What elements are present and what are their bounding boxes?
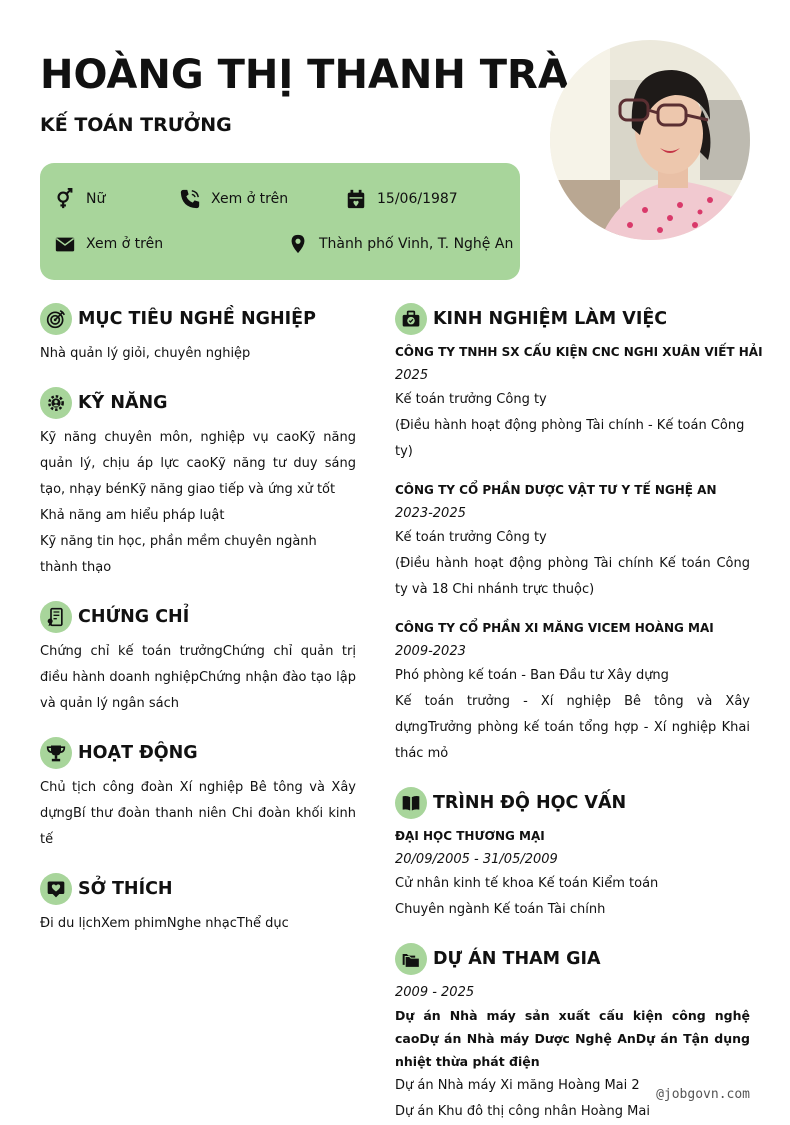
trophy-icon [40,737,72,769]
contact-panel [40,163,520,280]
contact-email [54,233,163,255]
job-line: Kế toán trưởng - Xí nghiệp Bê tông và Xây dựngTrưởng phòng kế toán tổng hợp - Xí nghiệp Khai thác mỏ [395,694,750,761]
birthday-value: 15/06/1987 [377,191,458,207]
skill-item: Kỹ năng chuyên môn, nghiệp vụ caoKỹ năng quản lý, chịu áp lực caoKỹ năng tư duy sáng tạo, nhạy bénKỹ năng giao tiếp và ứng xử tốt [40,430,356,497]
education-title: TRÌNH ĐỘ HỌC VẤN [433,793,627,813]
job-company: CÔNG TY CỔ PHẦN DƯỢC VẬT TƯ Y TẾ NGHỆ AN [395,483,717,497]
job-line: (Điều hành hoạt động phòng Tài chính - Kế toán Công ty) [395,418,745,459]
job-entry [395,617,750,767]
hobbies-title: SỞ THÍCH [78,879,173,899]
email-icon [54,233,76,255]
skills-section [40,387,356,581]
job-company: CÔNG TY TNHH SX CẤU KIỆN CNC NGHI XUÂN VIẾT HẢI [395,345,763,359]
gender-icon [54,188,76,210]
location-pin-icon [287,233,309,255]
projects-headline: Dự án Nhà máy sản xuất cấu kiện công nghệ caoDự án Nhà máy Dược Nghệ AnDự án Tận dụng nhiệt thừa phát điện [395,1008,750,1069]
footer-brand: @jobgovn.com [656,1087,750,1102]
education-period: 20/09/2005 - 31/05/2009 [395,852,558,867]
certificate-icon [40,601,72,633]
skills-title: KỸ NĂNG [78,393,168,413]
job-period: 2025 [395,368,429,383]
heart-message-icon [40,873,72,905]
projects-title: DỰ ÁN THAM GIA [433,949,601,969]
job-entry [395,479,750,603]
skill-item: Kỹ năng tin học, phần mềm chuyên ngành thành thạo [40,534,317,575]
objective-section [40,303,356,367]
project-line: Dự án Khu đô thị công nhân Hoàng Mai [395,1104,650,1119]
job-title: KẾ TOÁN TRƯỞNG [40,114,232,136]
contact-phone [179,188,288,210]
phone-value: Xem ở trên [211,191,289,207]
education-line: Cử nhân kinh tế khoa Kế toán Kiểm toán [395,876,659,891]
skills-gear-icon [40,387,72,419]
hobbies-text: Đi du lịchXem phimNghe nhạcThể dục [40,916,289,931]
address-value: Thành phố Vinh, T. Nghệ An [319,236,514,252]
certificates-section [40,601,356,717]
target-icon [40,303,72,335]
avatar [550,40,750,240]
job-entry [395,341,763,465]
calendar-icon [345,188,367,210]
objective-text: Nhà quản lý giỏi, chuyên nghiệp [40,346,251,361]
education-school: ĐẠI HỌC THƯƠNG MẠI [395,829,545,843]
contact-address [287,233,513,255]
projects-period: 2009 - 2025 [395,985,475,1000]
job-line: Kế toán trưởng Công ty [395,530,547,545]
certificates-text: Chứng chỉ kế toán trưởngChứng chỉ quản trị điều hành doanh nghiệpChứng nhận đào tạo lập và quản lý ngân sách [40,644,356,711]
job-line: Phó phòng kế toán - Ban Đầu tư Xây dựng [395,668,669,683]
job-line: Kế toán trưởng Công ty [395,392,547,407]
job-period: 2009-2023 [395,644,466,659]
job-company: CÔNG TY CỔ PHẦN XI MĂNG VICEM HOÀNG MAI [395,621,714,635]
left-column [40,303,356,937]
book-icon [395,787,427,819]
skill-item: Khả năng am hiểu pháp luật [40,508,225,523]
objective-title: MỤC TIÊU NGHỀ NGHIỆP [78,309,316,329]
education-section [395,787,750,923]
certificates-title: CHỨNG CHỈ [78,607,190,627]
right-column [395,303,763,1125]
hobbies-section [40,873,356,937]
project-line: Dự án Nhà máy Xi măng Hoàng Mai 2 [395,1078,640,1093]
phone-icon [179,188,201,210]
email-value: Xem ở trên [86,236,164,252]
activities-section [40,737,356,853]
briefcase-check-icon [395,303,427,335]
experience-section [395,303,763,767]
gender-value: Nữ [86,191,106,207]
experience-title: KINH NGHIỆM LÀM VIỆC [433,309,668,329]
education-line: Chuyên ngành Kế toán Tài chính [395,902,606,917]
contact-gender [54,188,105,210]
job-line: (Điều hành hoạt động phòng Tài chính Kế toán Công ty và 18 Chi nhánh trực thuộc) [395,556,750,597]
candidate-name: HOÀNG THỊ THANH TRÀ [40,52,569,98]
activities-title: HOẠT ĐỘNG [78,743,198,763]
job-period: 2023-2025 [395,506,466,521]
folders-icon [395,943,427,975]
contact-birthday [345,188,458,210]
activities-text: Chủ tịch công đoàn Xí nghiệp Bê tông và Xây dựngBí thư đoàn thanh niên Chi đoàn khối kinh tế [40,780,356,847]
